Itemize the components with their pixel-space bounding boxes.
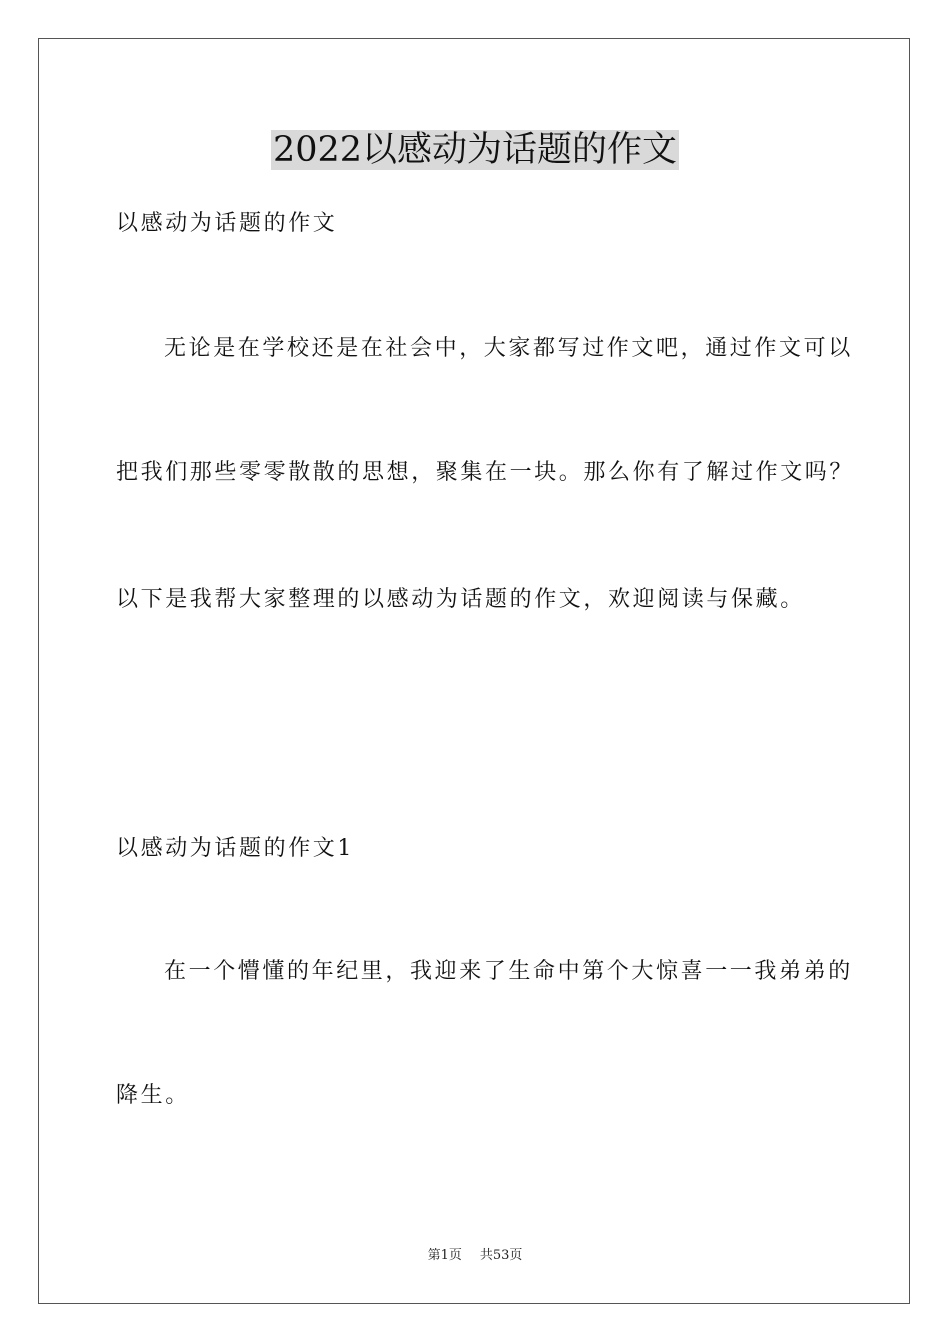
section-line-1: 在一个懵懂的年纪里，我迎来了生命中第个大惊喜一一我弟弟的 — [164, 959, 853, 984]
page-footer — [0, 1247, 950, 1265]
document-subtitle: 以感动为话题的作文 — [116, 211, 338, 236]
page-number: 第1页 — [427, 1248, 462, 1263]
section-heading: 以感动为话题的作文1 — [116, 836, 354, 861]
section-line-2: 降生。 — [116, 1083, 190, 1108]
page-total: 共53页 — [479, 1248, 523, 1263]
intro-line-1: 无论是在学校还是在社会中，大家都写过作文吧，通过作文可以 — [164, 336, 853, 361]
document-title — [0, 128, 950, 172]
intro-line-2: 把我们那些零零散散的思想，聚集在一块。那么你有了解过作文吗？ — [116, 460, 855, 485]
document-title-text: 2022以感动为话题的作文 — [272, 130, 678, 170]
intro-line-3: 以下是我帮大家整理的以感动为话题的作文，欢迎阅读与保藏。 — [116, 587, 805, 612]
